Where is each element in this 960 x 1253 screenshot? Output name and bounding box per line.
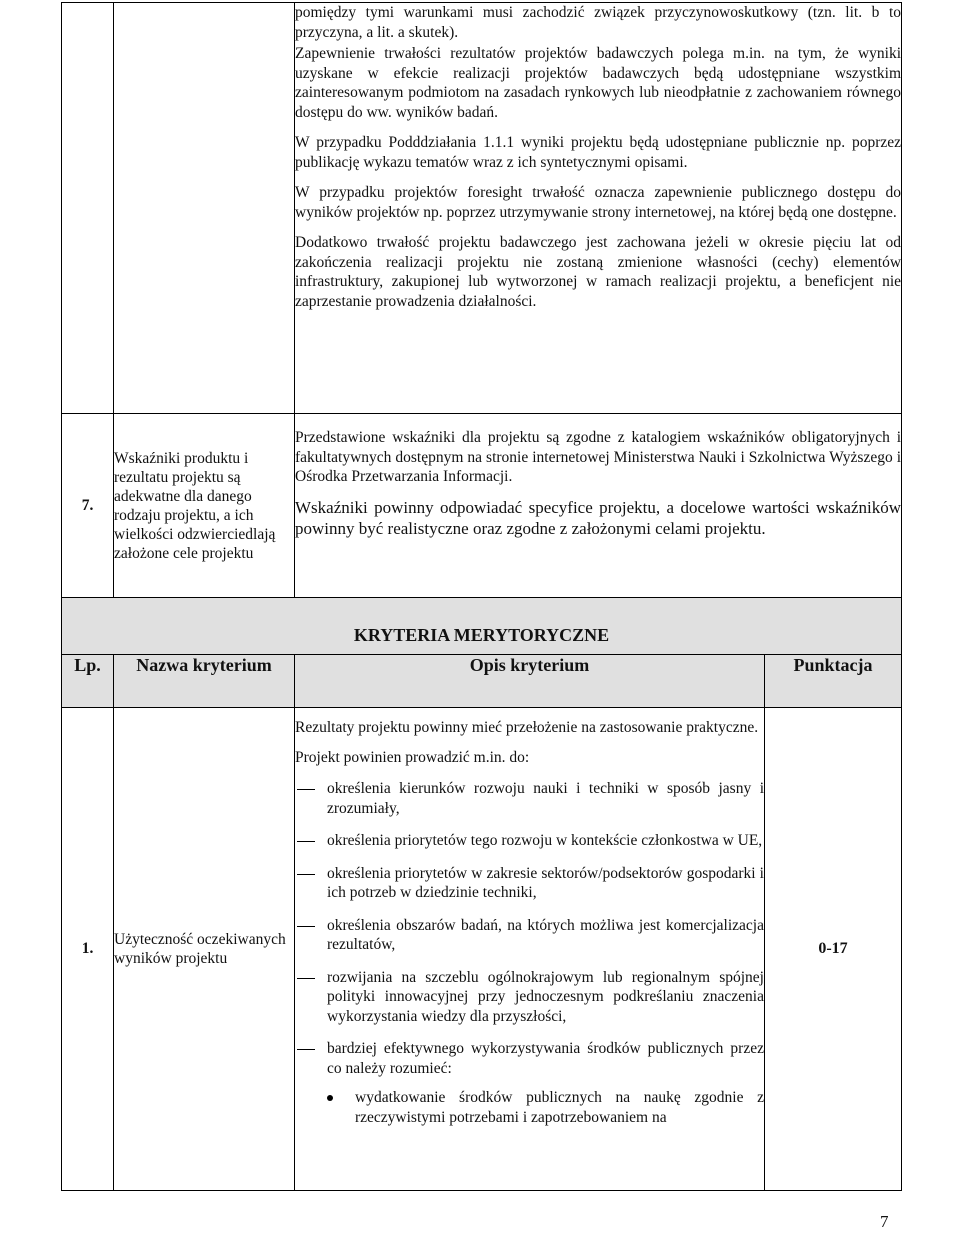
paragraph: W przypadku Podddziałania 1.1.1 wyniki projektu będą udostępniane publicznie np. poprzez publikację wykazu tematów wraz z ich syntetycznymi opisami. (295, 134, 902, 171)
list-item: wydatkowanie środków publicznych na naukę zgodnie z rzeczywistymi potrzebami i zapotrzebowaniem na (295, 1088, 764, 1127)
criterion-name: Wskaźniki produktu i rezultatu projektu są adekwatne dla danego rodzaju projektu, a ich wielkości odzwierciedlają założone cele projektu (114, 414, 295, 598)
description-cell (295, 3, 902, 414)
list-item: rozwijania na szczeblu ogólnokrajowym lub regionalnym spójnej polityki innowacyjnej przy jednoczesnym podkreślaniu znaczenia wykorzystania wiedzy dla przyszłości, (295, 968, 764, 1027)
section-row (62, 598, 902, 655)
paragraph: Wskaźniki powinny odpowiadać specyfice projektu, a docelowe wartości wskaźników powinny być realistyczne oraz zgodne z założonymi celami projektu. (295, 497, 902, 538)
row-number: 1. (62, 708, 114, 1191)
list-item: określenia priorytetów w zakresie sektorów/podsektorów gospodarki i ich potrzeb w dziedzinie techniki, (295, 864, 764, 903)
paragraph: Rezultaty projektu powinny mieć przełożenie na zastosowanie praktyczne. (295, 719, 759, 736)
criteria-table (61, 2, 902, 1191)
header-lp: Lp. (62, 655, 114, 708)
points-cell: 0-17 (765, 708, 902, 1191)
requirements-list (295, 779, 764, 1078)
table-row-1 (62, 708, 902, 1191)
row-number: 7. (62, 414, 114, 598)
paragraph: Projekt powinien prowadzić m.in. do: (295, 748, 530, 766)
header-row (62, 655, 902, 708)
list-item: określenia obszarów badań, na których możliwa jest komercjalizacja rezultatów, (295, 916, 764, 955)
page-number: 7 (880, 1212, 889, 1231)
list-item: określenia kierunków rozwoju nauki i techniki w sposób jasny i zrozumiały, (295, 779, 764, 818)
section-title: KRYTERIA MERYTORYCZNE (62, 598, 902, 655)
description-cell (295, 414, 902, 598)
paragraph: Dodatkowo trwałość projektu badawczego jest zachowana jeżeli w okresie pięciu lat od zakończenia realizacji projektu nie zostaną zmienione własności (cechy) elementów infrastruktury, zakupionej lub wytworzonej w ramach realizacji projektu, a beneficjent nie zaprzestanie prowadzenia działalności. (295, 234, 902, 310)
table-row-7 (62, 414, 902, 598)
header-points: Punktacja (765, 655, 902, 708)
header-name: Nazwa kryterium (114, 655, 295, 708)
paragraph: Zapewnienie trwałości rezultatów projektów badawczych polega m.in. na tym, że wyniki uzyskane w efekcie realizacji projektów badawczych będą udostępniane wszystkim zainteresowanym podmiotom na zasadach rynkowych lub nieodpłatnie z zachowaniem równego dostępu do ww. wyników badań. (295, 45, 902, 121)
list-item: określenia priorytetów tego rozwoju w kontekście członkostwa w UE, (295, 831, 764, 851)
header-description: Opis kryterium (295, 655, 765, 708)
list-item: bardziej efektywnego wykorzystywania środków publicznych przez co należy rozumieć: (295, 1039, 764, 1078)
name-cell (114, 3, 295, 414)
paragraph: W przypadku projektów foresight trwałość oznacza zapewnienie publicznego dostępu do wyników projektów np. poprzez utrzymywanie strony internetowej, na której będą one dostępne. (295, 184, 902, 221)
lp-cell (62, 3, 114, 414)
sub-list (295, 1088, 764, 1127)
criterion-name: Użyteczność oczekiwanych wyników projektu (114, 708, 295, 1191)
paragraph: Przedstawione wskaźniki dla projektu są zgodne z katalogiem wskaźników obligatoryjnych i fakultatywnych dostępnym na stronie internetowej Ministerstwa Nauki i Szkolnictwa Wyższego i Ośrodka Przetwarzania Informacji. (295, 429, 902, 485)
description-cell (295, 708, 765, 1191)
paragraph: pomiędzy tymi warunkami musi zachodzić związek przyczynowoskutkowy (tzn. lit. b to przyczyna, a lit. a skutek). (295, 4, 902, 41)
table-row-continuation (62, 3, 902, 414)
